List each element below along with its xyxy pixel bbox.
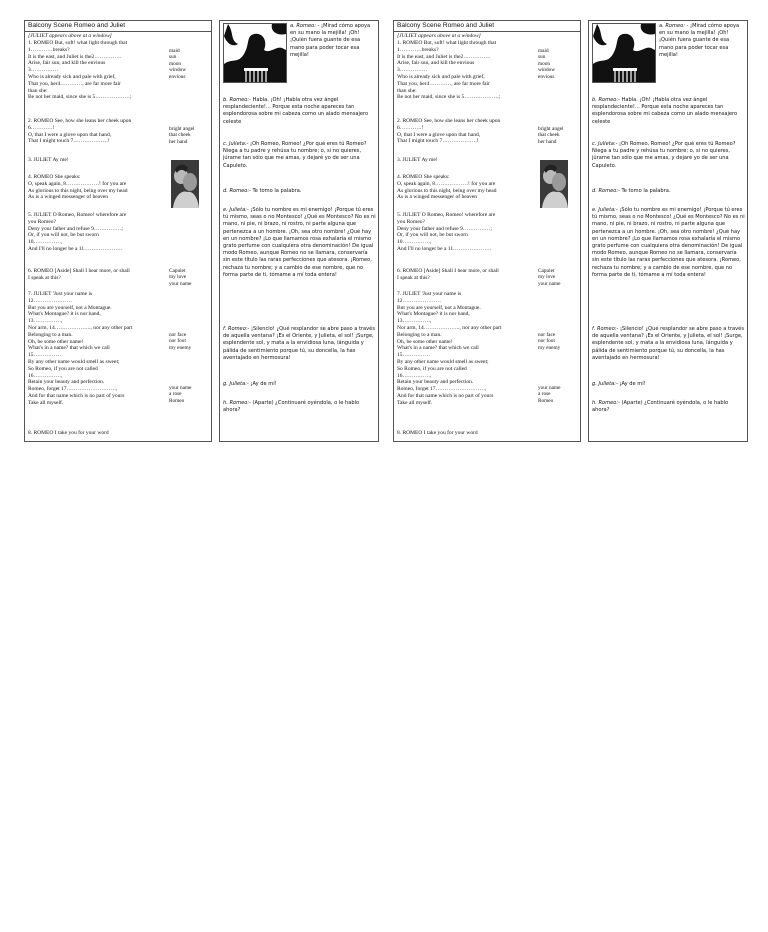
word-bank-5: your name a rose Romeo — [538, 385, 561, 404]
stanza-1: 1. ROMEO But, soft! what light through that 1…………breaks? It is the east, and Juliet is the2…………… Arise, fair sun, and kill the envious 3…………… Who is already sick and pale with grief, That you, her4…………, are far more fair than she: Be not her maid, since she is 5……………….; — [397, 40, 501, 101]
spanish-line-b: b. Romeo:- Habla. ¡Oh! ¡Habla otra vez ángel resplandeciente!... Porque esta noche apareces tan esplendorosa sobre mi cabeza como un alado mensajero celeste — [223, 97, 369, 125]
stanza-3: 3. JULIET Ay me! — [28, 157, 69, 163]
stage-direction: [JULIET appears above at a window] — [397, 33, 481, 39]
worksheet-title: Balcony Scene Romeo and Juliet — [25, 21, 211, 32]
english-column — [24, 20, 212, 442]
spanish-line-b: b. Romeo:- Habla. ¡Oh! ¡Habla otra vez ángel resplandeciente!... Porque esta noche apareces tan esplendorosa sobre mi cabeza como un alado mensajero celeste — [592, 97, 738, 125]
spanish-line-h: h. Romeo:- (Aparte) ¿Continuaré oyéndola, o le hablo ahora? — [592, 400, 729, 414]
stanza-6: 6. ROMEO [Aside] Shall I hear more, or shall I speak at this? — [28, 268, 130, 281]
spanish-line-c: c. Julieta:- ¡Oh Romeo, Romeo! ¿Por qué eres tú Romeo? Niega a tu padre y rehúsa tu nombre; o, si no quieres, júrame tan sólo que me amas, y dejaré yo de ser una Capuleto. — [223, 141, 367, 169]
word-bank-3: Capulet my love your name — [169, 268, 192, 287]
stanza-3: 3. JULIET Ay me! — [397, 157, 438, 163]
romeo-juliet-photo — [540, 160, 568, 208]
english-text — [394, 32, 580, 443]
stanza-7: 7. JULIET 'Just your name is 12………………… But you are yourself, not a Montague. What's Montague? it is nor hand, 13……………, Nor arm, 14……………….., nor any other part Belonging to a man. Oh, be some other name! What's in a name? that which we call 15…………… By any other name would smell as sweet; So Romeo, if you are not called 16……………, Retain your beauty and perfection. Romeo, forget 17………………………, And for that name which is no part of yours Take all myself. — [397, 291, 502, 406]
word-bank-1: maid sun moon window envious — [538, 48, 556, 80]
spanish-line-g: g. Julieta:- ¡Ay de mí! — [592, 381, 646, 387]
word-bank-4: nor face nor foot my enemy — [538, 332, 561, 351]
balcony-silhouette-image — [592, 23, 656, 83]
english-column — [393, 20, 581, 442]
spanish-line-d: d. Romeo:- Te tomo la palabra. — [223, 188, 302, 194]
stanza-5: 5. JULIET O Romeo, Romeo! wherefore are you Romeo? Deny your father and refuse 9……………; Or, if you will not, be but sworn 10……………, And I'll no longer be a 11………………… — [28, 212, 127, 252]
spanish-line-f: f. Romeo:- ¡Silencio! ¿Qué resplandor se abre paso a través de aquella ventana? ¡Es el Oriente, y Julieta, el sol! ¡Surge, esplendente sol, y mata a la envidiosa luna, lánguida y pálida de sentimiento porque tú, su doncella, la has aventajado en hermosura! — [223, 326, 375, 361]
spanish-line-c: c. Julieta:- ¡Oh Romeo, Romeo! ¿Por qué eres tú Romeo? Niega a tu padre y rehúsa tu nombre; o, si no quieres, júrame tan sólo que me amas, y dejaré yo de ser una Capuleto. — [592, 141, 736, 169]
stage-direction: [JULIET appears above at a window] — [28, 33, 112, 39]
worksheet-right — [393, 20, 748, 442]
spanish-column — [219, 20, 379, 442]
word-bank-5: your name a rose Romeo — [169, 385, 192, 404]
spanish-line-a: a. Romeo: - ¡Mirad cómo apoya en su mano la mejilla! ¡Oh! ¡Quién fuera guante de esa mano para poder tocar esa mejilla! — [659, 23, 740, 58]
spanish-line-g: g. Julieta:- ¡Ay de mí! — [223, 381, 277, 387]
stanza-8: 8. ROMEO I take you for your word — [28, 430, 109, 436]
spanish-line-e: e. Julieta:- ¡Sólo tu nombre es mi enemigo! ¡Porque tú eres tú mismo, seas o no Montesco! ¿Qué es Montesco? No es ni mano, ni pie, ni brazo, ni rostro, ni parte alguna que pertenezca a un hombre. ¡Oh, sea otro nombre! ¿Qué hay en un nombre? ¡Lo que llamamos rosa exhalaría el mismo grato perfume con cualquiera otra denominación! De igual modo Romeo, aunque Romeo no se llamara, conservaría sin este título las raras perfecciones que atesora. ¡Romeo, rechaza tu nombre; y a cambio de ese nombre, que no forma parte de ti, tómame a mí toda entera! — [592, 207, 745, 278]
word-bank-4: nor face nor foot my enemy — [169, 332, 192, 351]
stanza-1: 1. ROMEO But, soft! what light through that 1…………breaks? It is the east, and Juliet is the2…………… Arise, fair sun, and kill the envious 3…………… Who is already sick and pale with grief, That you, her4…………, are far more fair than she: Be not her maid, since she is 5……………….; — [28, 40, 132, 101]
word-bank-2: bright angel that cheek her hand — [538, 126, 564, 145]
stanza-7: 7. JULIET 'Just your name is 12………………… But you are yourself, not a Montague. What's Montague? it is nor hand, 13……………, Nor arm, 14……………….., nor any other part Belonging to a man. Oh, be some other name! What's in a name? that which we call 15…………… By any other name would smell as sweet; So Romeo, if you are not called 16……………, Retain your beauty and perfection. Romeo, forget 17………………………, And for that name which is no part of yours Take all myself. — [28, 291, 133, 406]
stanza-4: 4. ROMEO She speaks: O, speak again, 8………………! for you are As glorious to this night, being over my head As is a winged messenger of heaven — [397, 174, 497, 201]
spanish-line-e: e. Julieta:- ¡Sólo tu nombre es mi enemigo! ¡Porque tú eres tú mismo, seas o no Montesco! ¿Qué es Montesco? No es ni mano, ni pie, ni brazo, ni rostro, ni parte alguna que pertenezca a un hombre. ¡Oh, sea otro nombre! ¿Qué hay en un nombre? ¡Lo que llamamos rosa exhalaría el mismo grato perfume con cualquiera otra denominación! De igual modo Romeo, aunque Romeo no se llamara, conservaría sin este título las raras perfecciones que atesora. ¡Romeo, rechaza tu nombre; y a cambio de ese nombre, que no forma parte de ti, tómame a mí toda entera! — [223, 207, 376, 278]
romeo-juliet-photo — [171, 160, 199, 208]
word-bank-2: bright angel that cheek her hand — [169, 126, 195, 145]
worksheet-title: Balcony Scene Romeo and Juliet — [394, 21, 580, 32]
stanza-5: 5. JULIET O Romeo, Romeo! wherefore are you Romeo? Deny your father and refuse 9……………; Or, if you will not, be but sworn 10……………, And I'll no longer be a 11………………… — [397, 212, 496, 252]
spanish-line-d: d. Romeo:- Te tomo la palabra. — [592, 188, 671, 194]
stanza-6: 6. ROMEO [Aside] Shall I hear more, or shall I speak at this? — [397, 268, 499, 281]
word-bank-3: Capulet my love your name — [538, 268, 561, 287]
stanza-8: 8. ROMEO I take you for your word — [397, 430, 478, 436]
spanish-line-f: f. Romeo:- ¡Silencio! ¿Qué resplandor se abre paso a través de aquella ventana? ¡Es el Oriente, y Julieta, el sol! ¡Surge, esplendente sol, y mata a la envidiosa luna, lánguida y pálida de sentimiento porque tú, su doncella, la has aventajado en hermosura! — [592, 326, 744, 361]
stanza-2: 2. ROMEO See, how she leans her cheek upon 6…………! O, that I were a glove upon that hand, That I might touch 7……………….! — [28, 118, 132, 145]
stanza-4: 4. ROMEO She speaks: O, speak again, 8………………! for you are As glorious to this night, being over my head As is a winged messenger of heaven — [28, 174, 128, 201]
english-text — [25, 32, 211, 443]
word-bank-1: maid sun moon window envious — [169, 48, 187, 80]
spanish-column — [588, 20, 748, 442]
stanza-2: 2. ROMEO See, how she leans her cheek upon 6…………! O, that I were a glove upon that hand, That I might touch 7……………….! — [397, 118, 501, 145]
worksheet-left — [24, 20, 379, 442]
spanish-line-h: h. Romeo:- (Aparte) ¿Continuaré oyéndola, o le hablo ahora? — [223, 400, 360, 414]
spanish-line-a: a. Romeo: - ¡Mirad cómo apoya en su mano la mejilla! ¡Oh! ¡Quién fuera guante de esa mano para poder tocar esa mejilla! — [290, 23, 371, 58]
balcony-silhouette-image — [223, 23, 287, 83]
